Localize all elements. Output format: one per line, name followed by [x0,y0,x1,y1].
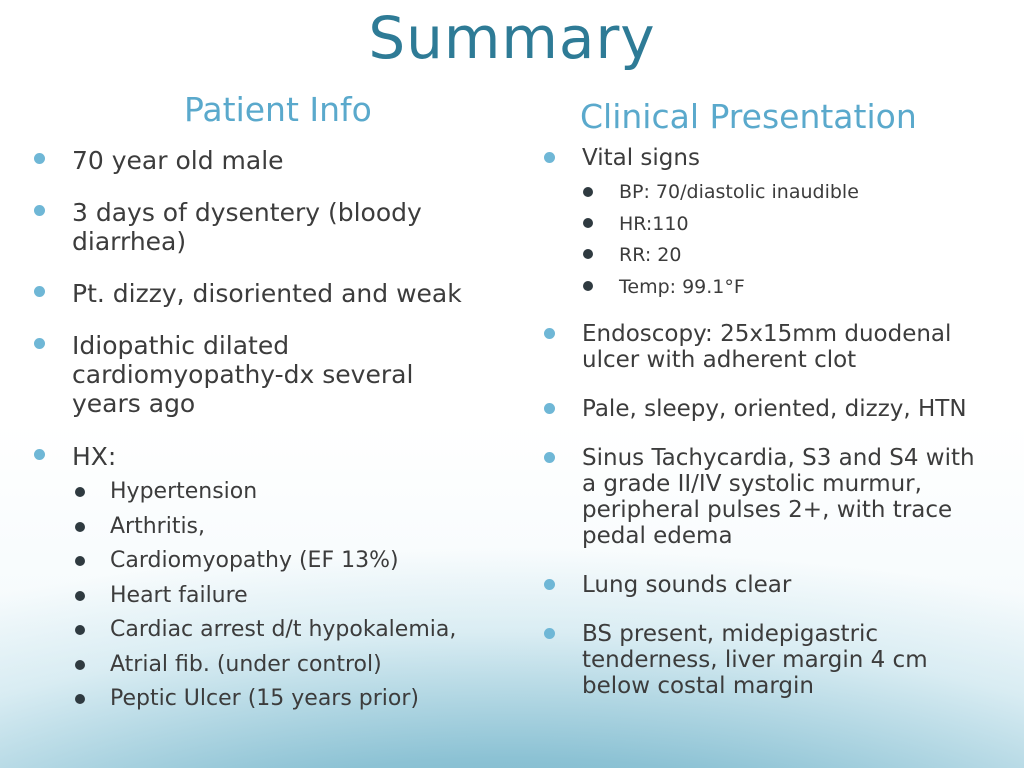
bullet-icon [544,152,555,163]
item-text: Hypertension [110,479,258,504]
text-line: below costal margin [582,673,814,699]
bullet-icon [75,487,85,497]
text-line: pedal edema [582,523,733,549]
item-text: Arthritis, [110,514,206,539]
bullet-icon [75,591,85,601]
text-line: ulcer with adherent clot [582,347,857,373]
bullet-icon [75,556,85,566]
item-text [72,279,462,308]
clinical-presentation-heading: Clinical Presentation [580,97,917,136]
item-text: HR:110 [619,213,689,235]
bullet-icon [583,281,593,291]
item-text [582,621,928,699]
text-line: HX: [72,442,117,471]
bullet-icon [34,153,45,164]
item-text [582,396,967,422]
text-line: peripheral pulses 2+, with trace [582,497,953,523]
bullet-icon [583,187,593,197]
item-text: Cardiomyopathy (EF 13%) [110,548,399,573]
item-text [72,331,413,418]
bullet-icon [544,403,555,414]
bullet-icon [583,249,593,259]
text-line: a grade II/IV systolic murmur, [582,471,922,497]
text-line: 70 year old male [72,146,284,175]
text-line: Pt. dizzy, disoriented and weak [72,279,462,308]
item-text [72,198,422,256]
item-text [582,445,975,549]
bullet-icon [544,628,555,639]
bullet-icon [75,522,85,532]
text-line: tenderness, liver margin 4 cm [582,647,928,673]
item-text: Vital signs [582,145,700,171]
bullet-icon [75,660,85,670]
item-text [72,146,284,175]
text-line: cardiomyopathy-dx several [72,360,414,389]
bullet-icon [583,218,593,228]
item-text [582,321,951,373]
item-text: Atrial fib. (under control) [110,652,382,677]
bullet-icon [34,449,45,460]
item-text [582,572,791,598]
text-line: Pale, sleepy, oriented, dizzy, HTN [582,396,967,422]
item-text: RR: 20 [619,244,682,266]
slide-title: Summary [368,4,656,72]
item-text [72,442,116,471]
item-text: Cardiac arrest d/t hypokalemia, [110,617,457,642]
bullet-icon [544,579,555,590]
text-line: 3 days of dysentery (bloody [72,198,422,227]
text-line: Endoscopy: 25x15mm duodenal [582,321,952,347]
text-line: Idiopathic dilated [72,331,290,360]
item-text: BP: 70/diastolic inaudible [619,181,859,203]
text-line: Sinus Tachycardia, S3 and S4 with [582,445,975,471]
item-text: Temp: 99.1°F [619,276,745,298]
bullet-icon [544,328,555,339]
item-text: Peptic Ulcer (15 years prior) [110,686,420,711]
text-line: years ago [72,389,196,418]
item-text: Heart failure [110,583,248,608]
bullet-icon [34,338,45,349]
bullet-icon [34,205,45,216]
text-line: Lung sounds clear [582,572,792,598]
bullet-icon [544,452,555,463]
bullet-icon [34,286,45,297]
patient-info-heading: Patient Info [184,90,372,129]
text-line: diarrhea) [72,227,187,256]
text-line: BS present, midepigastric [582,621,879,647]
bullet-icon [75,625,85,635]
bullet-icon [75,694,85,704]
